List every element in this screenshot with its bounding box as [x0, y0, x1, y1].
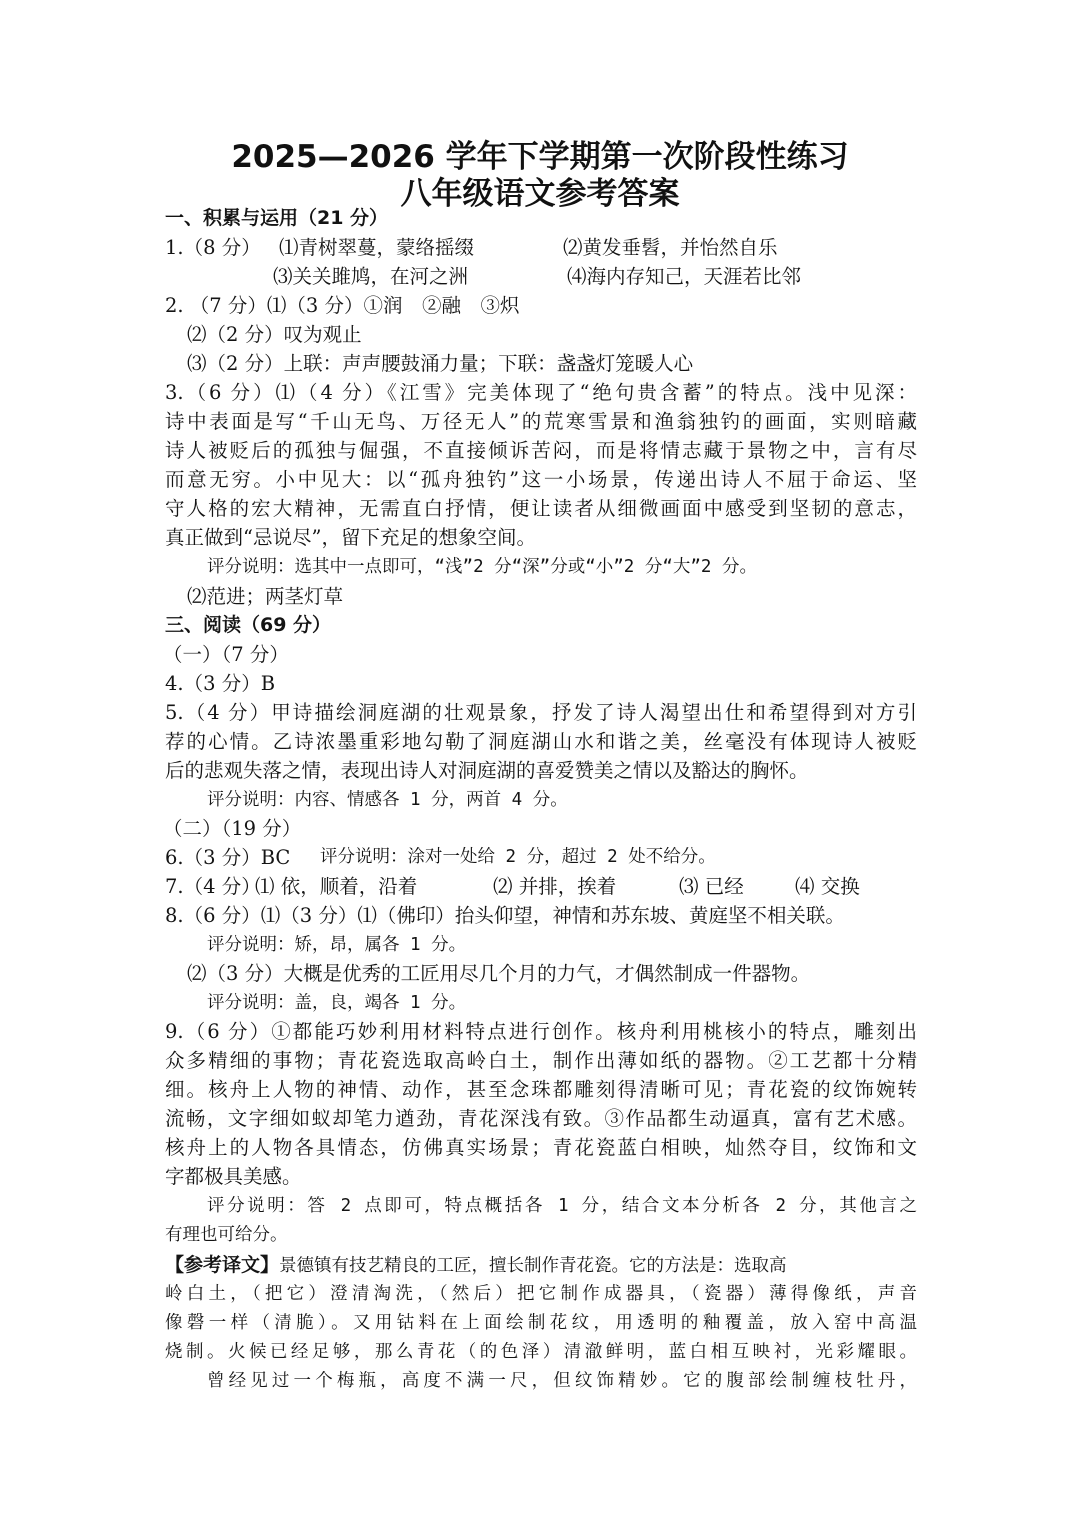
- document-title: 2025—2026 学年下学期第一次阶段性练习: [231, 139, 849, 175]
- question-7-row: [165, 872, 925, 901]
- question-3-scoring-note: 评分说明：选其中一点即可，“浅”2 分“深”分或“小”2 分“大”2 分。: [207, 557, 758, 577]
- reading-part-2-heading: （二）（19 分）: [163, 817, 302, 840]
- question-7-label: 7.（4 分）: [165, 875, 261, 898]
- question-9-line-2: 众多精细的事物；青花瓷选取高岭白土，制作出薄如纸的器物。②工艺都十分精: [165, 1049, 917, 1072]
- section-heading-reading: 三、阅读（69 分）: [165, 614, 332, 636]
- question-1-label: 1.（8 分）: [165, 236, 261, 259]
- reading-part-1-heading: （一）（7 分）: [163, 643, 289, 666]
- question-3-line-4: 而意无穷。小中见大：以“孤舟独钓”这一小场景，传递出诗人不屈于命运、坚: [165, 468, 917, 491]
- question-7-answer-3: ⑶ 已经: [679, 875, 744, 898]
- translation-line-2: 岭白土，（把它）澄清淘洗，（然后）把它制作成器具，（瓷器）薄得像纸，声音: [165, 1284, 917, 1304]
- question-1-row-2: [165, 262, 925, 291]
- translation-line-3: 像磬一样（清脆）。又用钴料在上面绘制花纹，用透明的釉覆盖，放入窑中高温: [165, 1313, 917, 1333]
- question-5-scoring-note: 评分说明：内容、情感各 1 分，两首 4 分。: [207, 790, 568, 810]
- question-9-line-1: 9.（6 分）①都能巧妙利用材料特点进行创作。核舟利用桃核小的特点，雕刻出: [165, 1020, 917, 1043]
- question-1-answer-1: ⑴青树翠蔓，蒙络摇缀: [279, 236, 475, 259]
- question-8-scoring-note-2: 评分说明：盖，良，竭各 1 分。: [207, 993, 467, 1013]
- question-1-answer-2: ⑵黄发垂髫，并怡然自乐: [563, 236, 778, 259]
- question-7-answer-2: ⑵ 并排，挨着: [493, 875, 617, 898]
- question-2-line-3: ⑶（2 分）上联：声声腰鼓涌力量；下联：盏盏灯笼暖人心: [187, 352, 694, 375]
- question-5-line-3: 后的悲观失落之情，表现出诗人对洞庭湖的喜爱赞美之情以及豁达的胸怀。: [165, 759, 809, 782]
- question-5-line-2: 荐的心情。乙诗浓墨重彩地勾勒了洞庭湖山水和谐之美，丝毫没有体现诗人被贬: [165, 730, 917, 753]
- question-2-line-1: 2. （7 分）⑴（3 分）①润 ②融 ③炽: [165, 294, 520, 317]
- translation-line-5: 曾经见过一个梅瓶，高度不满一尺，但纹饰精妙。它的腹部绘制缠枝牡丹，: [207, 1371, 917, 1391]
- translation-line-4: 烧制。火候已经足够，那么青花（的色泽）清澈鲜明，蓝白相互映衬，光彩耀眼。: [165, 1342, 917, 1362]
- question-4-answer: 4.（3 分）B: [165, 672, 276, 695]
- question-3-line-5: 守人格的宏大精神，无需直白抒情，便让读者从细微画面中感受到坚韧的意志，: [165, 497, 917, 520]
- question-9-scoring-note-line-2: 有理也可给分。: [165, 1225, 288, 1245]
- question-8-line-1: 8.（6 分）⑴（3 分）⑴（佛印）抬头仰望，神情和苏东坡、黄庭坚不相关联。: [165, 904, 845, 927]
- question-3-line-2: 诗中表面是写“千山无鸟、万径无人”的荒寒雪景和渔翁独钓的画面，实则暗藏: [165, 410, 917, 433]
- question-9-line-4: 流畅，文字细如蚁却笔力遒劲，青花深浅有致。③作品都生动逼真，富有艺术感。: [165, 1107, 917, 1130]
- translation-line-1: [165, 1251, 917, 1280]
- question-2-line-2: ⑵（2 分）叹为观止: [187, 323, 362, 346]
- question-9-scoring-note-line-1: 评分说明：答 2 点即可，特点概括各 1 分，结合文本分析各 2 分，其他言之: [207, 1196, 917, 1216]
- question-3-line-3: 诗人被贬后的孤独与倔强，不直接倾诉苦闷，而是将情志藏于景物之中，言有尽: [165, 439, 917, 462]
- translation-line-1-text: 景德镇有技艺精良的工匠，擅长制作青花瓷。它的方法是：选取高: [279, 1256, 787, 1276]
- question-1-answer-4: ⑷海内存知己，天涯若比邻: [567, 265, 802, 288]
- question-7-answer-1: ⑴ 依，顺着，沿着: [255, 875, 418, 898]
- question-6-row: [165, 843, 925, 872]
- question-3-line-6: 真正做到“忌说尽”，留下充足的想象空间。: [165, 526, 536, 549]
- translation-label: 【参考译文】: [165, 1254, 280, 1276]
- question-7-answer-4: ⑷ 交换: [795, 875, 860, 898]
- question-8-line-2: ⑵（3 分）大概是优秀的工匠用尽几个月的力气，才偶然制成一件器物。: [187, 962, 811, 985]
- question-8-scoring-note-1: 评分说明：矫，昂，属各 1 分。: [207, 935, 467, 955]
- question-9-line-6: 字都极具美感。: [165, 1165, 302, 1188]
- question-5-line-1: 5.（4 分）甲诗描绘洞庭湖的壮观景象，抒发了诗人渴望出仕和希望得到对方引: [165, 701, 917, 724]
- question-3-line-1: 3.（6 分）⑴（4 分）《江雪》完美体现了“绝句贵含蓄”的特点。浅中见深：: [165, 381, 917, 404]
- question-9-line-3: 细。核舟上人物的神情、动作，甚至念珠都雕刻得清晰可见；青花瓷的纹饰婉转: [165, 1078, 917, 1101]
- question-9-line-5: 核舟上的人物各具情态，仿佛真实场景；青花瓷蓝白相映，灿然夺目，纹饰和文: [165, 1136, 917, 1159]
- question-6-scoring-note: 评分说明：涂对一处给 2 分，超过 2 处不给分。: [320, 847, 716, 867]
- section-heading-accumulation: 一、积累与运用（21 分）: [165, 207, 389, 229]
- document-subtitle: 八年级语文参考答案: [400, 176, 680, 212]
- question-1-answer-3: ⑶关关雎鸠，在河之洲: [273, 265, 469, 288]
- question-6-answer: 6.（3 分）BC: [165, 846, 291, 869]
- question-1-row-1: [165, 233, 925, 262]
- question-3-sub-2: ⑵范进；两茎灯草: [187, 585, 344, 608]
